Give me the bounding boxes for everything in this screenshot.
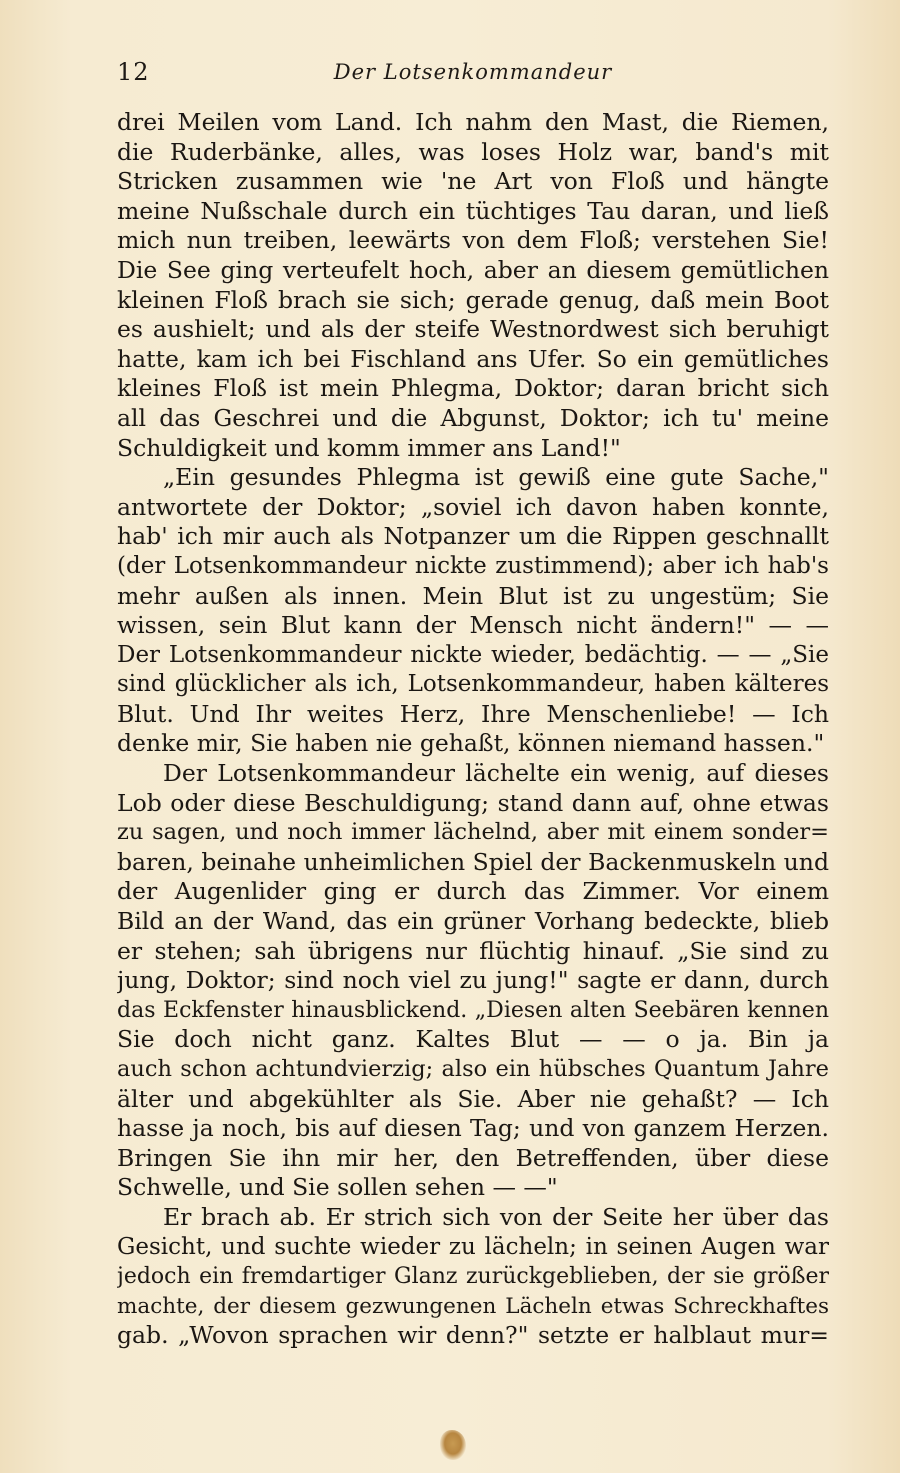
text-line: Er brach ab. Er strich sich von der Seite her über das xyxy=(163,1202,829,1231)
text-line: hasse ja noch, bis auf diesen Tag; und von ganzem Herzen. xyxy=(117,1114,829,1143)
text-line: Bild an der Wand, das ein grüner Vorhang bedeckte, blieb xyxy=(117,907,829,936)
text-line: Blut. Und Ihr weites Herz, Ihre Menschenliebe! — Ich xyxy=(117,699,829,728)
text-line: mehr außen als innen. Mein Blut ist zu ungestüm; Sie xyxy=(117,581,829,610)
text-line: zu sagen, und noch immer lächelnd, aber mit einem sonder= xyxy=(117,819,829,846)
page-header xyxy=(117,58,829,90)
text-line: Lob oder diese Beschuldigung; stand dann auf, ohne etwas xyxy=(117,788,829,817)
text-line: jung, Doktor; sind noch viel zu jung!" sagte er dann, durch xyxy=(117,966,829,995)
page-number: 12 xyxy=(117,58,150,86)
text-line: all das Geschrei und die Abgunst, Doktor; ich tu' meine xyxy=(117,403,829,432)
text-line: kleinen Floß brach sie sich; gerade genug, daß mein Boot xyxy=(117,285,829,314)
text-line: hab' ich mir auch als Notpanzer um die Rippen geschnallt xyxy=(117,522,829,551)
text-line: wissen, sein Blut kann der Mensch nicht ändern!" — — xyxy=(117,611,829,640)
text-line: antwortete der Doktor; „soviel ich davon haben konnte, xyxy=(117,492,829,521)
text-line: hatte, kam ich bei Fischland ans Ufer. So ein gemütliches xyxy=(117,344,829,373)
text-line: denke mir, Sie haben nie gehaßt, können niemand hassen." xyxy=(117,729,825,758)
text-line: machte, der diesem gezwungenen Lächeln etwas Schreckhaftes xyxy=(117,1293,829,1319)
text-line: Der Lotsenkommandeur lächelte ein wenig, auf dieses xyxy=(163,759,829,788)
text-line: das Eckfenster hinausblickend. „Diesen alten Seebären kennen xyxy=(117,997,829,1023)
text-line: mich nun treiben, leewärts von dem Floß; verstehen Sie! xyxy=(117,226,829,255)
text-line: der Augenlider ging er durch das Zimmer. Vor einem xyxy=(117,877,829,906)
text-line: (der Lotsenkommandeur nickte zustimmend); aber ich hab's xyxy=(117,552,829,579)
text-line: Schuldigkeit und komm immer ans Land!" xyxy=(117,433,621,462)
text-line: auch schon achtundvierzig; also ein hübsches Quantum Jahre xyxy=(117,1056,829,1082)
text-line: Sie doch nicht ganz. Kaltes Blut — — o ja. Bin ja xyxy=(117,1025,829,1054)
text-line: älter und abgekühlter als Sie. Aber nie gehaßt? — Ich xyxy=(117,1084,829,1113)
text-line: Die See ging verteufelt hoch, aber an diesem gemütlichen xyxy=(117,255,829,284)
body-text xyxy=(117,108,829,1351)
text-line: Stricken zusammen wie 'ne Art von Floß und hängte xyxy=(117,167,829,196)
text-line: gab. „Wovon sprachen wir denn?" setzte er halblaut mur= xyxy=(117,1321,829,1350)
text-line: baren, beinahe unheimlichen Spiel der Backenmuskeln und xyxy=(117,847,829,876)
text-line: es aushielt; und als der steife Westnordwest sich beruhigt xyxy=(117,315,829,344)
text-line: die Ruderbänke, alles, was loses Holz war, band's mit xyxy=(117,137,829,166)
text-line: er stehen; sah übrigens nur flüchtig hinauf. „Sie sind zu xyxy=(117,936,829,965)
text-line: „Ein gesundes Phlegma ist gewiß eine gute Sache," xyxy=(163,463,829,492)
text-line: Gesicht, und suchte wieder zu lächeln; in seinen Augen war xyxy=(117,1233,829,1260)
text-line: Der Lotsenkommandeur nickte wieder, bedächtig. — — „Sie xyxy=(117,641,829,668)
text-line: sind glücklicher als ich, Lotsenkommandeur, haben kälteres xyxy=(117,671,829,698)
paper-stain xyxy=(440,1430,466,1460)
text-line: meine Nußschale durch ein tüchtiges Tau daran, und ließ xyxy=(117,196,829,225)
running-title: Der Lotsenkommandeur xyxy=(333,60,613,84)
text-line: kleines Floß ist mein Phlegma, Doktor; daran bricht sich xyxy=(117,374,829,403)
text-line: Bringen Sie ihn mir her, den Betreffenden, über diese xyxy=(117,1143,829,1172)
text-line: jedoch ein fremdartiger Glanz zurückgeblieben, der sie größer xyxy=(117,1264,829,1290)
text-line: drei Meilen vom Land. Ich nahm den Mast, die Riemen, xyxy=(117,108,829,136)
text-line: Schwelle, und Sie sollen sehen — —" xyxy=(117,1173,558,1202)
